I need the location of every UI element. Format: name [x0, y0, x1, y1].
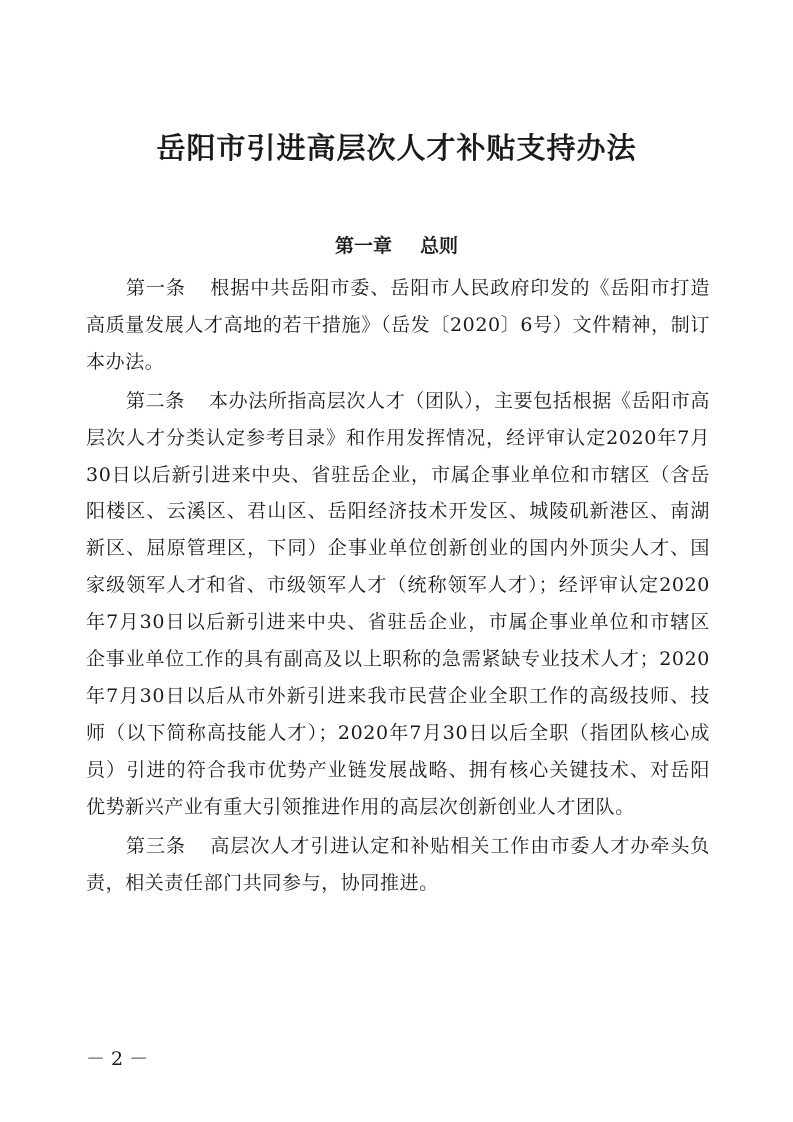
document-title: 岳阳市引进高层次人才补贴支持办法 — [156, 131, 637, 165]
article-2-number: 第二条 — [126, 389, 185, 412]
document-body — [86, 270, 710, 903]
article-3-text: 高层次人才引进认定和补贴相关工作由市委人才办牵头负责，相关责任部门共同参与，协同推进。 — [86, 834, 710, 894]
article-1-number: 第一条 — [126, 277, 186, 299]
chapter-number: 第一章 — [334, 235, 392, 257]
article-2-text: 本办法所指高层次人才（团队），主要包括根据《岳阳市高层次人才分类认定参考目录》和作用发挥情况，经评审认定2020年7月30日以后新引进来中央、省驻岳企业，市属企事业单位和市辖区（含岳阳楼区、云溪区、君山区、岳阳经济技术开发区、城陵矶新港区、南湖新区、屈原管理区，下同）企事业单位创新创业的国内外顶尖人才、国家级领军人才和省、市级领军人才（统称领军人才）；经评审认定2020年7月30日以后新引进来中央、省驻岳企业，市属企事业单位和市辖区企事业单位工作的具有副高及以上职称的急需紧缺专业技术人才；2020年7月30日以后从市外新引进来我市民营企业全职工作的高级技师、技师（以下简称高技能人才）；2020年7月30日以后全职（指团队核心成员）引进的符合我市优势产业链发展战略、拥有核心关键技术、对岳阳优势新兴产业有重大引领推进作用的高层次创新创业人才团队。 — [86, 389, 710, 818]
page-number: － 2 － — [86, 1048, 149, 1070]
article-2 — [86, 383, 710, 826]
article-3 — [86, 828, 710, 902]
article-1-text: 根据中共岳阳市委、岳阳市人民政府印发的《岳阳市打造高质量发展人才高地的若干措施》（岳发〔2020〕6号）文件精神，制订本办法。 — [86, 277, 710, 373]
chapter-name: 总则 — [420, 235, 459, 257]
chapter-heading — [0, 232, 793, 260]
article-3-number: 第三条 — [126, 834, 186, 857]
article-1 — [86, 270, 710, 381]
